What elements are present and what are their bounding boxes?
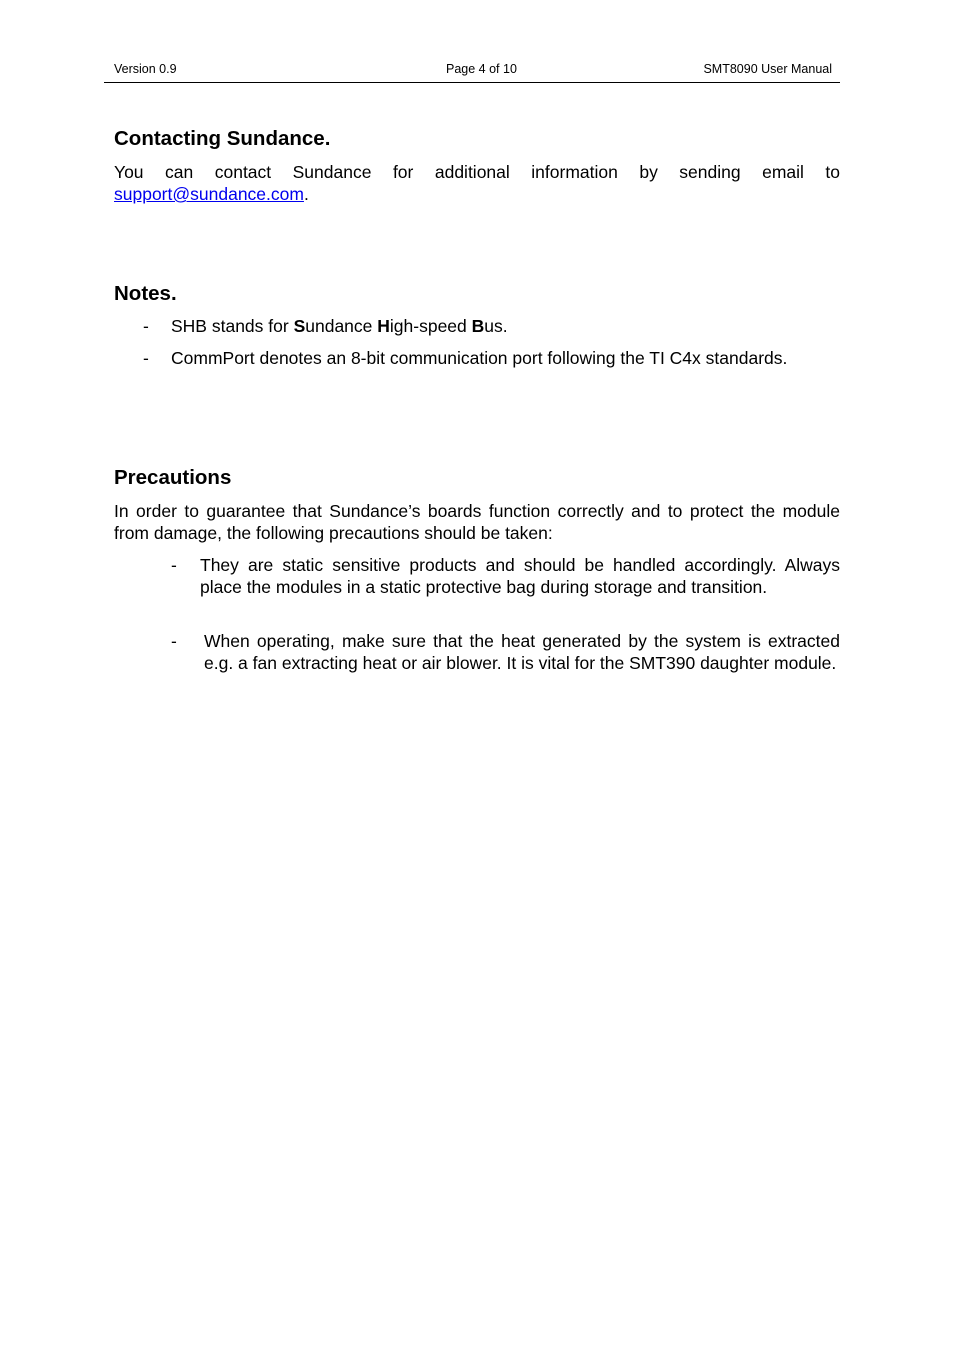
precautions-item-text: When operating, make sure that the heat generated by the system is extracted e.g. a fan extracting heat or air blower. It is vital for the SMT390 daughter module. <box>204 631 840 673</box>
precautions-item-heat <box>171 630 840 674</box>
contact-heading: Contacting Sundance. <box>114 127 331 150</box>
page-header <box>104 61 840 83</box>
bold-initial-h: H <box>377 316 390 336</box>
header-page-number: Page 4 of 10 <box>446 62 517 76</box>
shb-text: undance <box>305 316 378 336</box>
support-email-link[interactable]: support@sundance.com <box>114 184 304 204</box>
notes-item-shb <box>143 315 840 337</box>
notes-item-commport <box>143 347 840 369</box>
notes-item-text: CommPort denotes an 8-bit communication port following the TI C4x standards. <box>171 348 788 368</box>
shb-text: igh-speed <box>389 316 472 336</box>
shb-text: us. <box>484 316 508 336</box>
dash-bullet: - <box>143 316 149 336</box>
dash-bullet: - <box>171 555 177 575</box>
header-version: Version 0.9 <box>114 62 177 76</box>
contact-text: You can contact Sundance for additional information by sending email to <box>114 162 840 182</box>
shb-text: SHB stands for <box>171 316 294 336</box>
contact-section <box>114 126 840 205</box>
dash-bullet: - <box>143 348 149 368</box>
bold-initial-b: B <box>471 316 485 336</box>
precautions-intro: In order to guarantee that Sundance’s boards function correctly and to protect the module from damage, the following precautions should be taken: <box>114 501 840 543</box>
precautions-item-text: They are static sensitive products and should be handled accordingly. Always place the modules in a static protective bag during storage and transition. <box>200 555 840 597</box>
precautions-heading: Precautions <box>114 466 232 489</box>
dash-bullet: - <box>171 631 177 651</box>
notes-section <box>114 281 840 307</box>
header-doc-title: SMT8090 User Manual <box>703 62 832 76</box>
notes-item-text <box>143 315 840 337</box>
notes-heading: Notes. <box>114 282 177 305</box>
bold-initial-s: S <box>293 316 306 336</box>
contact-end: . <box>303 184 309 204</box>
precautions-item-static <box>171 554 840 598</box>
precautions-section <box>114 465 840 544</box>
contact-paragraph <box>114 161 840 205</box>
